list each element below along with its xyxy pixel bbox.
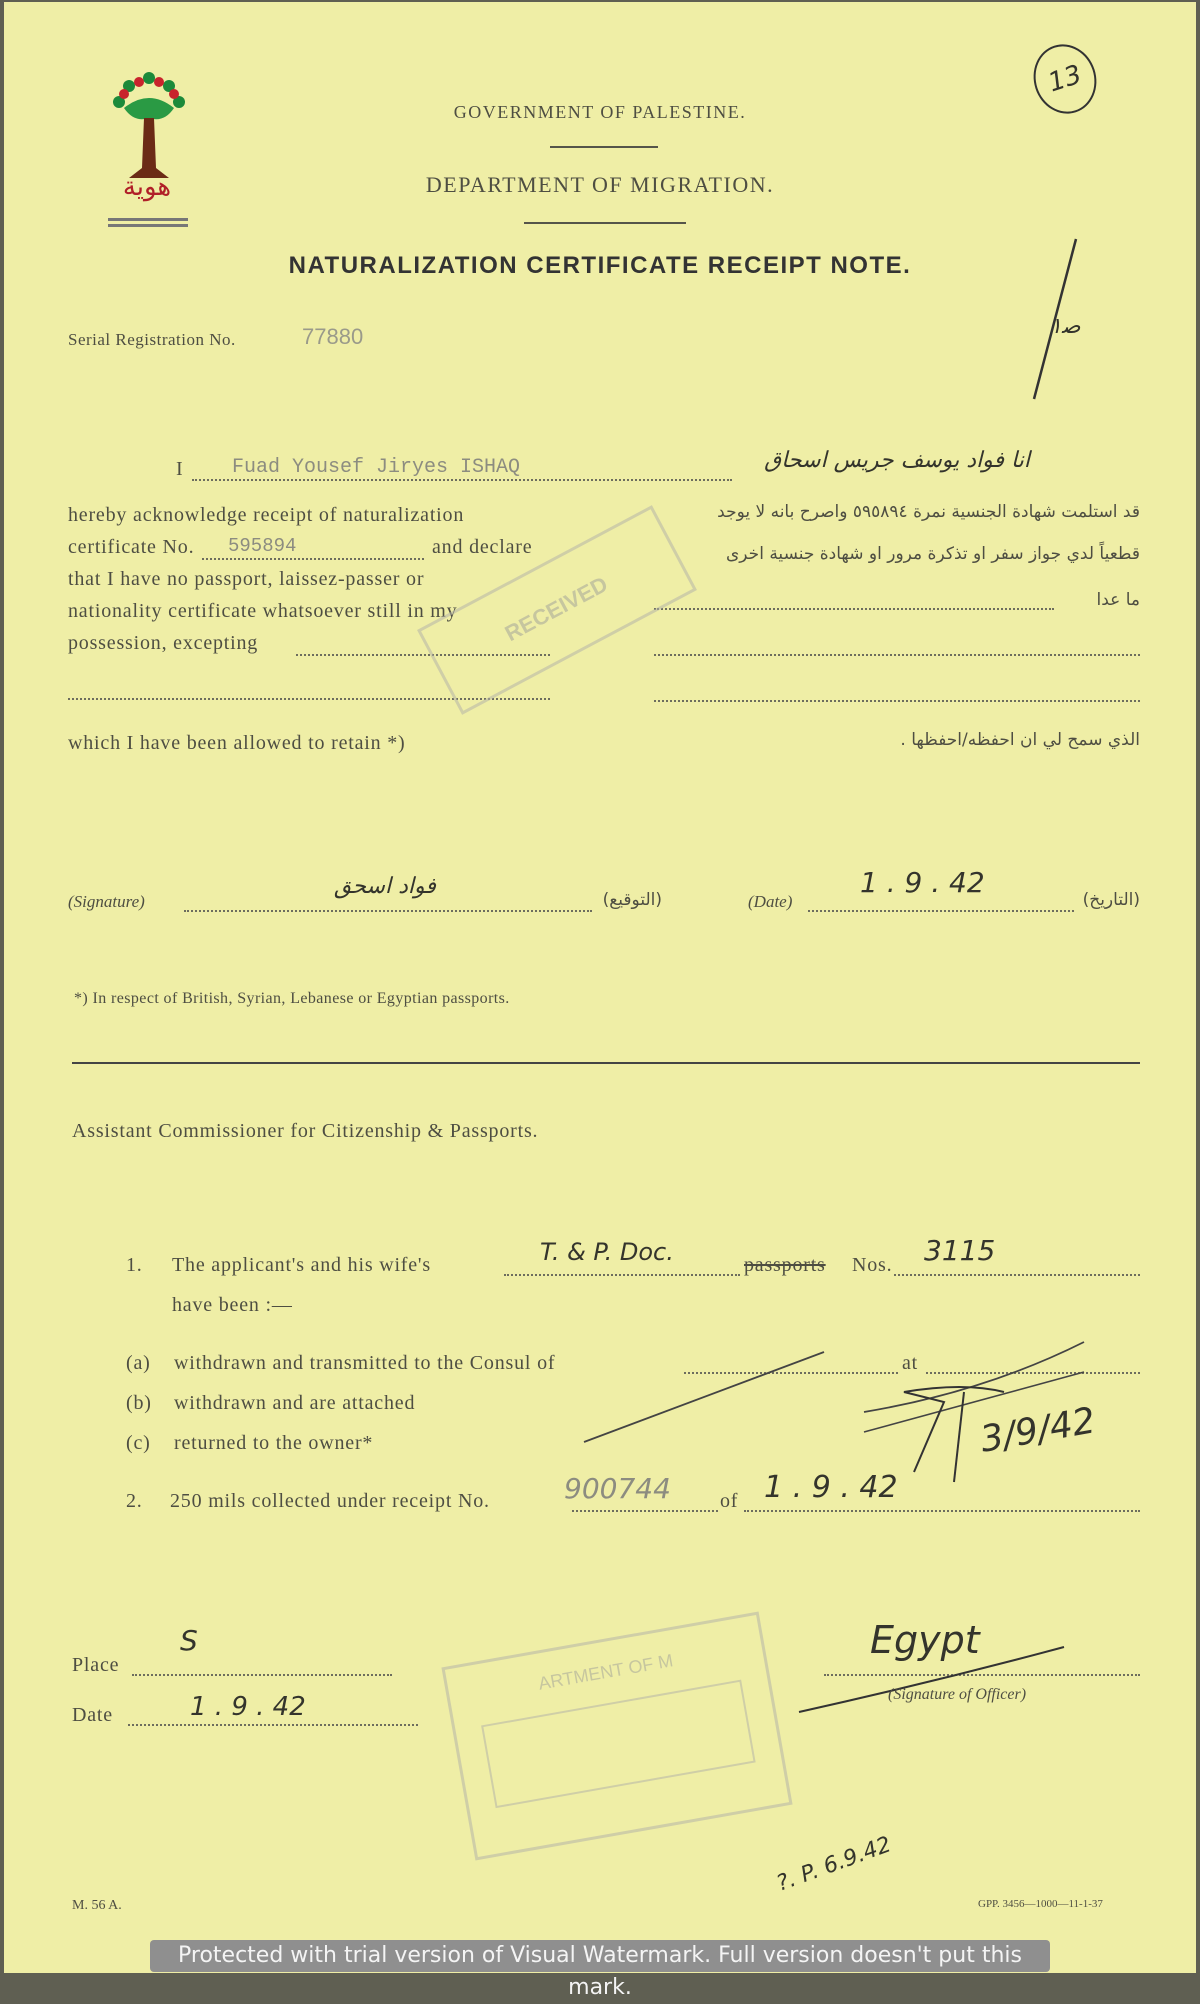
place-label: Place bbox=[72, 1654, 120, 1676]
logo-subtext-2 bbox=[108, 224, 188, 227]
arabic-retain: الذي سمح لي ان احفظه/احفظها . bbox=[900, 730, 1140, 750]
option-a-text: withdrawn and transmitted to the Consul of bbox=[174, 1352, 556, 1374]
declaration-line-1: hereby acknowledge receipt of naturalization bbox=[68, 504, 465, 526]
option-a-label: (a) bbox=[126, 1352, 151, 1374]
retain-text: which I have been allowed to retain *) bbox=[68, 732, 406, 754]
arabic-excepting-line-2 bbox=[654, 636, 1140, 656]
tree-logo-icon bbox=[104, 68, 194, 188]
declaration-line-4: nationality certificate whatsoever still in my bbox=[68, 600, 458, 622]
margin-initial: ﺻ١ bbox=[1050, 314, 1081, 339]
option-b-label: (b) bbox=[126, 1392, 152, 1414]
date-label: (Date) bbox=[748, 892, 793, 911]
header-divider-1 bbox=[550, 146, 658, 148]
watermark-banner: Protected with trial version of Visual Watermark. Full version doesn't put this mark. bbox=[150, 1940, 1050, 1972]
page-number: 13 bbox=[1044, 59, 1086, 99]
option-a-at: at bbox=[902, 1352, 919, 1374]
item-1-nos: Nos. bbox=[852, 1254, 893, 1276]
signature-label-arabic: (التوقيع) bbox=[602, 890, 662, 910]
logo-text: هوية bbox=[122, 172, 172, 202]
government-heading: GOVERNMENT OF PALESTINE. bbox=[453, 102, 747, 122]
item-2-text: 250 mils collected under receipt No. bbox=[170, 1490, 490, 1512]
stamp-inner-box bbox=[481, 1680, 756, 1809]
signature-date: 1 . 9 . 42 bbox=[860, 866, 985, 899]
department-stamp bbox=[441, 1612, 792, 1861]
option-b-text: withdrawn and are attached bbox=[174, 1392, 416, 1414]
applicant-name: Fuad Yousef Jiryes ISHAQ bbox=[229, 456, 523, 479]
name-arabic: انا فواد يوسف جريس اسحاق bbox=[764, 448, 1030, 473]
department-stamp-text: ARTMENT OF M bbox=[536, 1650, 675, 1694]
declaration-line-2-prefix: certificate No. bbox=[68, 536, 195, 558]
item-1-text: The applicant's and his wife's bbox=[172, 1254, 431, 1276]
arabic-line-2: قد استلمت شهادة الجنسية نمرة ٥٩٥٨٩٤ واصرح بانه لا يوجد bbox=[717, 502, 1140, 522]
footnote: *) In respect of British, Syrian, Lebanese or Egyptian passports. bbox=[74, 990, 510, 1007]
option-c-text: returned to the owner* bbox=[174, 1432, 374, 1454]
i-label: I bbox=[176, 458, 184, 480]
place-line bbox=[132, 1654, 392, 1676]
footer-date-label: Date bbox=[72, 1704, 113, 1726]
officer-label: (Signature of Officer) bbox=[888, 1686, 1027, 1703]
logo bbox=[104, 68, 194, 238]
item-1-continuation: have been :— bbox=[172, 1294, 293, 1316]
certificate-number: 595894 bbox=[228, 535, 297, 557]
registration-number: 77880 bbox=[302, 324, 364, 349]
arabic-excepting-line bbox=[654, 590, 1054, 610]
declaration-line-3: that I have no passport, laissez-passer or bbox=[68, 568, 425, 590]
place-value: S bbox=[180, 1624, 198, 1657]
applicant-signature: فواد اسحق bbox=[334, 874, 436, 899]
document-number: 3115 bbox=[924, 1234, 996, 1267]
registration-label: Serial Registration No. bbox=[68, 330, 236, 349]
item-1-passports: passports bbox=[744, 1254, 826, 1276]
bottom-note: ?. P. 6.9.42 bbox=[773, 1832, 895, 1897]
footer-date-value: 1 . 9 . 42 bbox=[190, 1692, 306, 1722]
print-code: GPP. 3456—1000—11-1-37 bbox=[978, 1898, 1103, 1910]
item-2-of: of bbox=[720, 1490, 739, 1512]
declaration-line-2-suffix: and declare bbox=[432, 536, 533, 558]
officer-signature-stroke bbox=[794, 1642, 1074, 1722]
document-type: T. & P. Doc. bbox=[540, 1238, 674, 1266]
form-code: M. 56 A. bbox=[72, 1898, 122, 1913]
signature-label: (Signature) bbox=[68, 892, 145, 911]
option-c-label: (c) bbox=[126, 1432, 151, 1454]
logo-subtext bbox=[108, 218, 188, 221]
arabic-line-4: ما عدا bbox=[1096, 590, 1140, 610]
item-1-number: 1. bbox=[126, 1254, 143, 1276]
officer-signature: Egypt bbox=[870, 1618, 980, 1662]
item-2-number: 2. bbox=[126, 1490, 143, 1512]
received-stamp-text: RECEIVED bbox=[500, 571, 612, 647]
document-page bbox=[4, 2, 1196, 1973]
arabic-line-3: قطعياً لدي جواز سفر او تذكرة مرور او شهادة جنسية اخرى bbox=[726, 544, 1140, 564]
receipt-date: 1 . 9 . 42 bbox=[764, 1470, 898, 1505]
section-divider bbox=[72, 1062, 1140, 1064]
annotation-date: 3/9/42 bbox=[977, 1400, 1099, 1461]
department-heading: DEPARTMENT OF MIGRATION. bbox=[425, 172, 775, 197]
commissioner-heading: Assistant Commissioner for Citizenship & Passports. bbox=[72, 1120, 539, 1142]
declaration-line-5: possession, excepting bbox=[68, 632, 259, 654]
receipt-number: 900744 bbox=[564, 1472, 671, 1505]
header-divider-2 bbox=[524, 222, 686, 224]
date-label-arabic: (التاريخ) bbox=[1082, 890, 1140, 910]
arabic-excepting-line-3 bbox=[654, 682, 1140, 702]
document-title: NATURALIZATION CERTIFICATE RECEIPT NOTE. bbox=[288, 252, 912, 279]
